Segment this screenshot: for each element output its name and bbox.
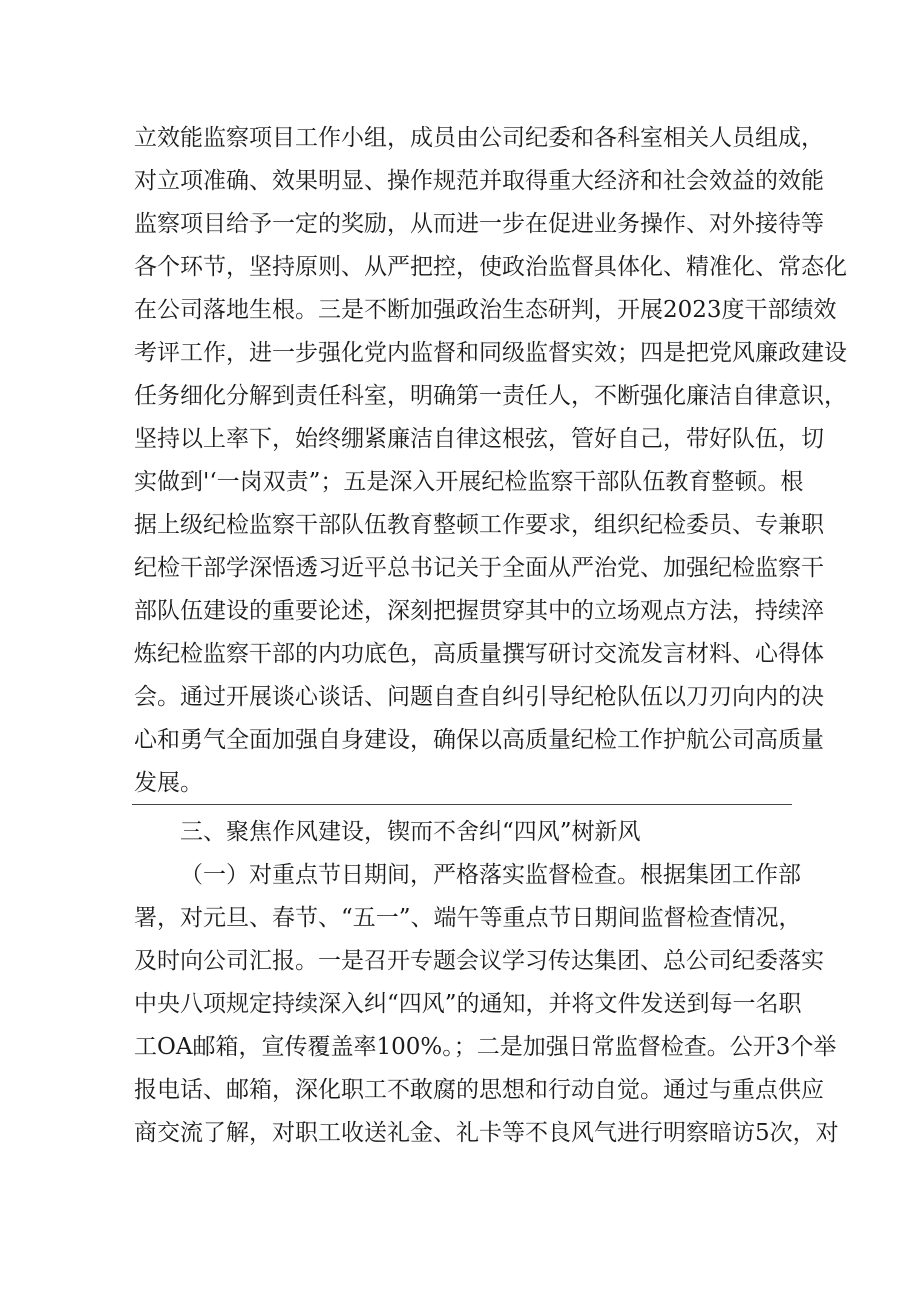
paragraph-line: 在公司落地生根。三是不断加强政治生态研判，开展2023度干部绩效 (134, 297, 837, 323)
paragraph-line: 商交流了解，对职工收送礼金、礼卡等不良风气进行明察暗访5次，对 (134, 1120, 839, 1146)
horizontal-divider (132, 804, 792, 805)
paragraph-line: 发展。 (134, 770, 203, 796)
paragraph-line: （一）对重点节日期间，严格落实监督检查。根据集团工作部 (180, 862, 801, 888)
paragraph-line: 坚持以上率下，始终绷紧廉洁自律这根弦，管好自己，带好队伍，切 (134, 426, 824, 452)
paragraph-line: 报电话、邮箱，深化职工不敢腐的思想和行动自觉。通过与重点供应 (134, 1077, 824, 1103)
paragraph-line: 署，对元旦、春节、“五一”、端午等重点节日期间监督检查情况， (134, 905, 802, 931)
paragraph-line: 会。通过开展谈心谈话、问题自查自纠引导纪枪队伍以刀刃向内的决 (134, 684, 824, 710)
paragraph-line: 任务细化分解到责任科室，明确第一责任人，不断强化廉洁自律意识， (134, 383, 847, 409)
paragraph-line: 炼纪检监察干部的内功底色，高质量撰写研讨交流发言材料、心得体 (134, 641, 824, 667)
paragraph-line: 立效能监察项目工作小组，成员由公司纪委和各科室相关人员组成， (134, 125, 824, 151)
paragraph-line: 部队伍建设的重要论述，深刻把握贯穿其中的立场观点方法，持续淬 (134, 598, 824, 624)
paragraph-line: 据上级纪检监察干部队伍教育整顿工作要求，组织纪检委员、专兼职 (134, 512, 824, 538)
paragraph-line: 中央八项规定持续深入纠“四风”的通知，并将文件发送到每一名职 (134, 991, 802, 1017)
paragraph-line: 对立项准确、效果明显、操作规范并取得重大经济和社会效益的效能 (134, 168, 824, 194)
paragraph-line: 考评工作，进一步强化党内监督和同级监督实效；四是把党风廉政建设 (134, 340, 847, 366)
paragraph-line: 工OA邮箱，宣传覆盖率100%。；二是加强日常监督检查。公开3个举 (134, 1034, 837, 1060)
paragraph-line: 各个环节，坚持原则、从严把控，使政治监督具体化、精准化、常态化 (134, 254, 847, 280)
paragraph-line: 心和勇气全面加强自身建设，确保以高质量纪检工作护航公司高质量 (134, 727, 824, 753)
section-heading: 三、聚焦作风建设，锲而不舍纠“四风”树新风 (180, 819, 641, 845)
paragraph-line: 监察项目给予一定的奖励，从而进一步在促进业务操作、对外接待等 (134, 211, 824, 237)
paragraph-line: 及时向公司汇报。一是召开专题会议学习传达集团、总公司纪委落实 (134, 948, 824, 974)
paragraph-line: 纪检干部学深悟透习近平总书记关于全面从严治党、加强纪检监察干 (134, 555, 824, 581)
paragraph-line: 实做到'‘一岗双责”；五是深入开展纪检监察干部队伍教育整顿。根 (134, 469, 804, 495)
